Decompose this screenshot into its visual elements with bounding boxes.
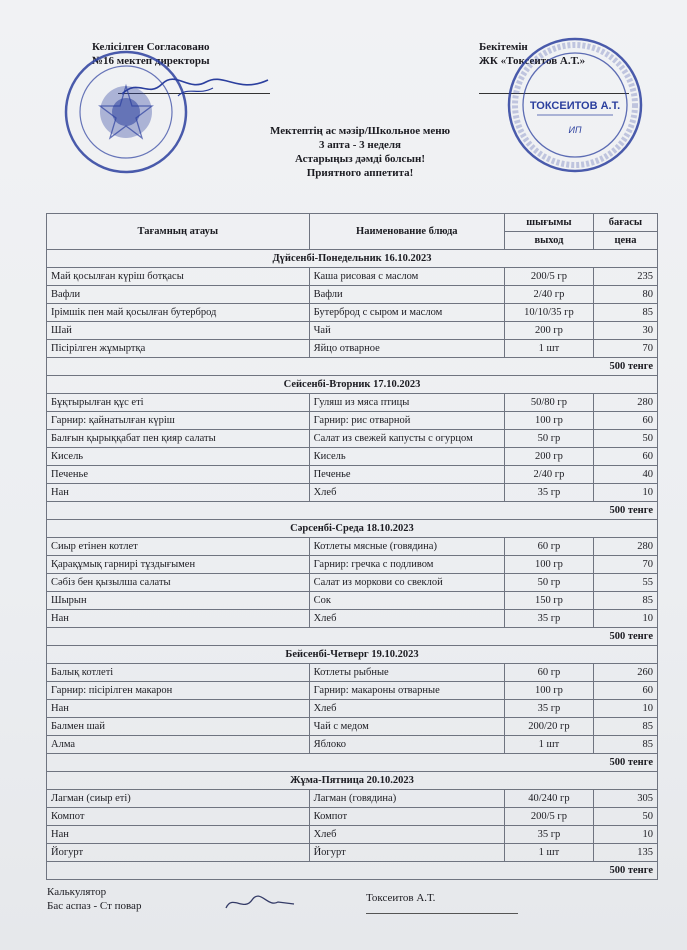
dish-price: 60: [593, 448, 657, 466]
day-total: 500 тенге: [47, 358, 658, 376]
footer-calculator: Калькулятор: [47, 886, 107, 898]
dish-price: 10: [593, 826, 657, 844]
dish-yield: 50 гр: [504, 430, 593, 448]
dish-price: 280: [593, 538, 657, 556]
dish-name-ru: Салат из свежей капусты с огурцом: [309, 430, 504, 448]
dish-yield: 2/40 гр: [504, 286, 593, 304]
day-total: 500 тенге: [47, 502, 658, 520]
dish-name-kz: Печенье: [47, 466, 310, 484]
day-title: Бейсенбі-Четверг 19.10.2023: [47, 646, 658, 664]
dish-name-kz: Гарнир: пісірілген макарон: [47, 682, 310, 700]
table-row: [47, 736, 658, 754]
dish-name-kz: Сәбіз бен қызылша салаты: [47, 574, 310, 592]
dish-price: 85: [593, 592, 657, 610]
dish-price: 60: [593, 412, 657, 430]
dish-name-kz: Пісірілген жұмыртқа: [47, 340, 310, 358]
header-out-ru: выход: [504, 232, 593, 250]
total-row: [47, 502, 658, 520]
day-total: 500 тенге: [47, 628, 658, 646]
total-row: [47, 862, 658, 880]
total-row: [47, 754, 658, 772]
table-row: [47, 304, 658, 322]
dish-price: 85: [593, 304, 657, 322]
dish-name-kz: Вафли: [47, 286, 310, 304]
table-row: [47, 466, 658, 484]
dish-yield: 150 гр: [504, 592, 593, 610]
menu-title: [200, 124, 520, 180]
dish-yield: 60 гр: [504, 538, 593, 556]
day-title: Жұма-Пятница 20.10.2023: [47, 772, 658, 790]
title-line2: 3 апта - 3 неделя: [318, 139, 402, 151]
table-row: [47, 574, 658, 592]
table-row: [47, 538, 658, 556]
dish-name-ru: Вафли: [309, 286, 504, 304]
dish-yield: 100 гр: [504, 682, 593, 700]
table-row: [47, 790, 658, 808]
dish-yield: 35 гр: [504, 484, 593, 502]
dish-price: 80: [593, 286, 657, 304]
total-row: [47, 358, 658, 376]
company-stamp: [505, 35, 645, 175]
dish-price: 60: [593, 682, 657, 700]
table-row: [47, 268, 658, 286]
dish-yield: 1 шт: [504, 340, 593, 358]
title-line1: Мектептің ас мәзір/Школьное меню: [270, 125, 450, 137]
menu-table: [46, 213, 658, 880]
school-seal: [62, 48, 190, 176]
table-row: [47, 682, 658, 700]
footer-left: [47, 885, 141, 913]
dish-name-ru: Котлеты мясные (говядина): [309, 538, 504, 556]
dish-name-kz: Бұқтырылған құс еті: [47, 394, 310, 412]
dish-yield: 50 гр: [504, 574, 593, 592]
dish-name-kz: Нан: [47, 700, 310, 718]
dish-yield: 40/240 гр: [504, 790, 593, 808]
dish-name-ru: Гарнир: рис отварной: [309, 412, 504, 430]
dish-yield: 10/10/35 гр: [504, 304, 593, 322]
dish-name-kz: Балғын қырыққабат пен қияр салаты: [47, 430, 310, 448]
day-total: 500 тенге: [47, 754, 658, 772]
footer-right-name: Токсеитов А.Т.: [366, 892, 436, 904]
dish-price: 85: [593, 736, 657, 754]
dish-name-ru: Хлеб: [309, 700, 504, 718]
dish-yield: 200/5 гр: [504, 268, 593, 286]
table-row: [47, 448, 658, 466]
dish-name-kz: Кисель: [47, 448, 310, 466]
dish-name-kz: Балмен шай: [47, 718, 310, 736]
table-row: [47, 412, 658, 430]
dish-name-ru: Бутерброд с сыром и маслом: [309, 304, 504, 322]
dish-name-ru: Салат из моркови со свеклой: [309, 574, 504, 592]
dish-yield: 1 шт: [504, 736, 593, 754]
header-out-kz: шығымы: [504, 214, 593, 232]
dish-price: 50: [593, 430, 657, 448]
dish-yield: 50/80 гр: [504, 394, 593, 412]
dish-name-kz: Шай: [47, 322, 310, 340]
dish-yield: 2/40 гр: [504, 466, 593, 484]
table-row: [47, 592, 658, 610]
table-row: [47, 484, 658, 502]
dish-yield: 60 гр: [504, 664, 593, 682]
dish-name-kz: Қарақұмық гарнирі тұздығымен: [47, 556, 310, 574]
chef-signature: [222, 890, 302, 916]
dish-name-kz: Май қосылған күріш ботқасы: [47, 268, 310, 286]
dish-name-kz: Нан: [47, 826, 310, 844]
day-row: [47, 646, 658, 664]
dish-yield: 200 гр: [504, 322, 593, 340]
dish-price: 305: [593, 790, 657, 808]
total-row: [47, 628, 658, 646]
dish-name-ru: Печенье: [309, 466, 504, 484]
dish-name-ru: Каша рисовая с маслом: [309, 268, 504, 286]
dish-name-kz: Йогурт: [47, 844, 310, 862]
table-row: [47, 556, 658, 574]
dish-price: 85: [593, 718, 657, 736]
day-row: [47, 520, 658, 538]
dish-name-ru: Гарнир: макароны отварные: [309, 682, 504, 700]
table-row: [47, 286, 658, 304]
dish-yield: 35 гр: [504, 826, 593, 844]
day-row: [47, 772, 658, 790]
dish-yield: 200 гр: [504, 448, 593, 466]
dish-yield: 100 гр: [504, 412, 593, 430]
dish-yield: 35 гр: [504, 610, 593, 628]
table-row: [47, 700, 658, 718]
dish-price: 235: [593, 268, 657, 286]
dish-name-ru: Хлеб: [309, 484, 504, 502]
dish-name-ru: Хлеб: [309, 610, 504, 628]
dish-name-kz: Нан: [47, 484, 310, 502]
dish-price: 50: [593, 808, 657, 826]
dish-price: 70: [593, 340, 657, 358]
dish-price: 135: [593, 844, 657, 862]
dish-name-ru: Чай с медом: [309, 718, 504, 736]
dish-price: 70: [593, 556, 657, 574]
dish-price: 280: [593, 394, 657, 412]
dish-price: 10: [593, 700, 657, 718]
dish-price: 10: [593, 484, 657, 502]
dish-price: 10: [593, 610, 657, 628]
day-title: Сәрсенбі-Среда 18.10.2023: [47, 520, 658, 538]
dish-name-ru: Хлеб: [309, 826, 504, 844]
dish-name-ru: Сок: [309, 592, 504, 610]
menu-body: [47, 250, 658, 880]
table-row: [47, 322, 658, 340]
dish-price: 260: [593, 664, 657, 682]
approval-right-line2: ЖК «Токсеитов А.Т.»: [479, 55, 586, 67]
dish-name-ru: Гарнир: гречка с подливом: [309, 556, 504, 574]
table-row: [47, 610, 658, 628]
dish-yield: 200/20 гр: [504, 718, 593, 736]
table-row: [47, 826, 658, 844]
dish-yield: 200/5 гр: [504, 808, 593, 826]
approval-right-line1: Бекітемін: [479, 41, 528, 53]
dish-name-ru: Йогурт: [309, 844, 504, 862]
stamp-name: ТОКСЕИТОВ А.Т.: [529, 100, 621, 112]
dish-name-ru: Лагман (говядина): [309, 790, 504, 808]
dish-name-kz: Компот: [47, 808, 310, 826]
table-row: [47, 718, 658, 736]
dish-name-kz: Ірімшік пен май қосылған бутерброд: [47, 304, 310, 322]
table-row: [47, 394, 658, 412]
approval-left-line2: №16 мектеп директоры: [92, 55, 210, 67]
dish-price: 40: [593, 466, 657, 484]
dish-name-kz: Алма: [47, 736, 310, 754]
dish-name-kz: Шырын: [47, 592, 310, 610]
header-ru: Наименование блюда: [309, 214, 504, 250]
day-row: [47, 376, 658, 394]
dish-name-ru: Яблоко: [309, 736, 504, 754]
table-row: [47, 808, 658, 826]
footer-chef: Бас аспаз - Ст повар: [47, 900, 142, 912]
dish-name-kz: Балық котлеті: [47, 664, 310, 682]
day-row: [47, 250, 658, 268]
dish-name-kz: Лагман (сиыр еті): [47, 790, 310, 808]
header-kz: Тағамның атауы: [47, 214, 310, 250]
dish-yield: 35 гр: [504, 700, 593, 718]
day-title: Сейсенбі-Вторник 17.10.2023: [47, 376, 658, 394]
dish-name-kz: Гарнир: қайнатылған күріш: [47, 412, 310, 430]
dish-name-kz: Нан: [47, 610, 310, 628]
title-line4: Приятного аппетита!: [306, 167, 414, 179]
table-row: [47, 664, 658, 682]
dish-yield: 100 гр: [504, 556, 593, 574]
dish-name-ru: Котлеты рыбные: [309, 664, 504, 682]
dish-name-ru: Компот: [309, 808, 504, 826]
dish-price: 55: [593, 574, 657, 592]
table-row: [47, 430, 658, 448]
title-line3: Астарыңыз дәмді болсын!: [294, 153, 426, 165]
dish-name-kz: Сиыр етінен котлет: [47, 538, 310, 556]
dish-yield: 1 шт: [504, 844, 593, 862]
header-price-ru: цена: [593, 232, 657, 250]
stamp-type: ИП: [568, 125, 582, 135]
table-row: [47, 844, 658, 862]
day-title: Дүйсенбі-Понедельник 16.10.2023: [47, 250, 658, 268]
dish-name-ru: Чай: [309, 322, 504, 340]
dish-name-ru: Гуляш из мяса птицы: [309, 394, 504, 412]
footer-signature-line: [366, 913, 518, 914]
dish-name-ru: Яйцо отварное: [309, 340, 504, 358]
dish-name-ru: Кисель: [309, 448, 504, 466]
dish-price: 30: [593, 322, 657, 340]
day-total: 500 тенге: [47, 862, 658, 880]
approval-left-line1: Келісілген Согласовано: [92, 41, 210, 53]
table-row: [47, 340, 658, 358]
header-price-kz: бағасы: [593, 214, 657, 232]
